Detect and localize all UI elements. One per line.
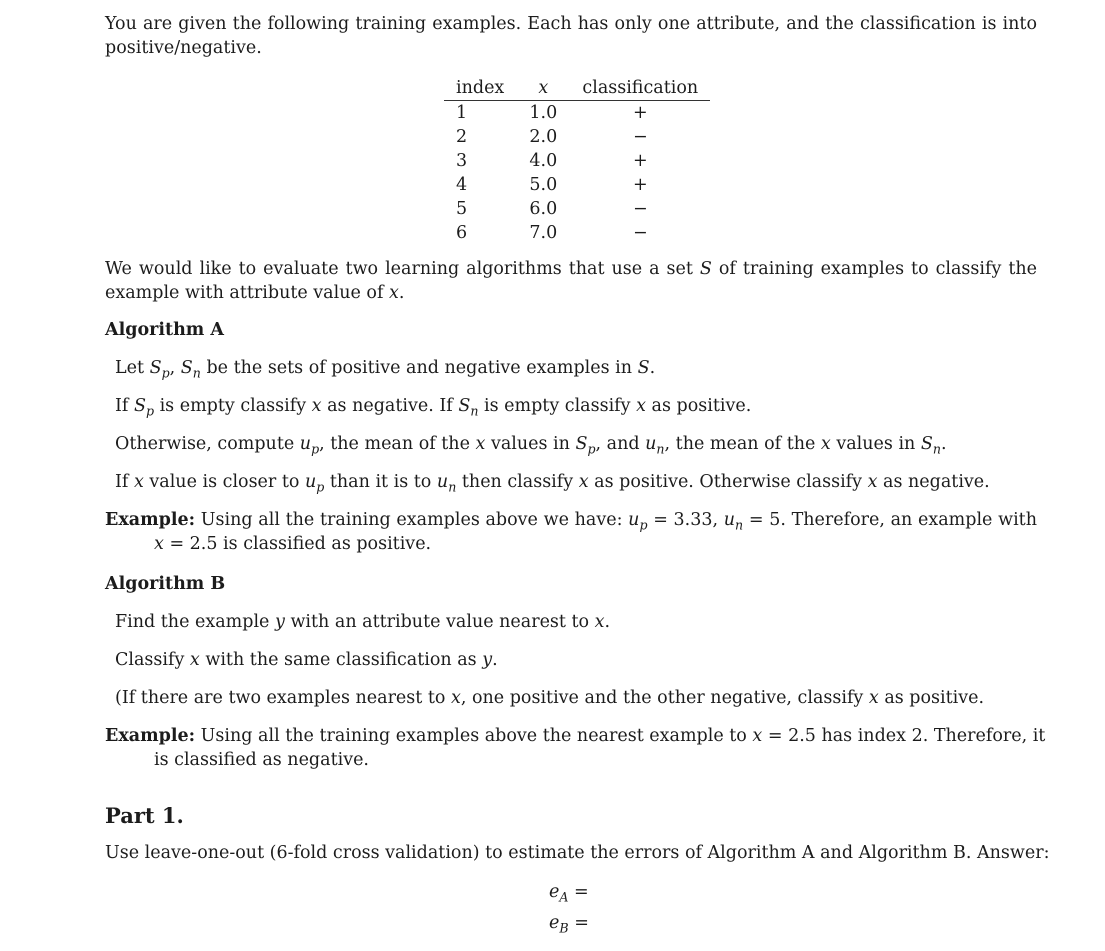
intro-line-1: You are given the following training examples. Each has only one attribute, and the classification is into [105, 14, 1037, 34]
math-S: S [699, 259, 712, 279]
cell-index: 2 [456, 127, 468, 147]
table-row [444, 197, 710, 221]
math: u [304, 472, 317, 492]
text: , the mean of the [319, 434, 476, 454]
table-row [444, 173, 710, 197]
text: . [492, 650, 498, 670]
math: x [867, 472, 878, 492]
math: u [645, 434, 657, 454]
text: as negative. [877, 472, 990, 492]
text: values in [830, 434, 921, 454]
cell-classification: − [632, 199, 648, 219]
cell-index: 4 [456, 175, 468, 195]
math: x [820, 434, 831, 454]
cell-x: 4.0 [529, 151, 558, 171]
table-header-row [444, 77, 710, 101]
algorithm-b-heading: Algorithm B [105, 574, 226, 594]
text: . [649, 358, 656, 378]
math: S [458, 396, 471, 416]
algorithm-a-example-line-2 [154, 534, 431, 554]
subscript: n [192, 365, 201, 381]
text: If [115, 472, 134, 492]
header-classification: classification [570, 77, 710, 101]
math: u [723, 510, 736, 530]
algorithm-b-example-line-2: is classified as negative. [154, 750, 369, 770]
math: e [549, 913, 560, 933]
text: , [169, 358, 181, 378]
subscript: p [316, 479, 325, 495]
text: values in [485, 434, 576, 454]
algorithm-a-line-3 [115, 434, 947, 457]
subscript: p [311, 441, 320, 457]
algorithm-b-line-3 [115, 688, 984, 708]
table-row [444, 221, 710, 245]
text: , the mean of the [664, 434, 821, 454]
subscript: n [656, 441, 665, 457]
subscript: p [145, 403, 155, 419]
algorithm-b-line-2 [115, 650, 498, 670]
cell-classification: − [632, 223, 648, 243]
math: u [299, 434, 312, 454]
algorithm-a-heading: Algorithm A [105, 320, 224, 340]
text: Otherwise, compute [115, 434, 300, 454]
text: . [604, 612, 611, 632]
text: Find the example [115, 612, 275, 632]
text: Using all the training examples above we have: [195, 510, 629, 530]
text: = 2.5 has index 2. Therefore, it [762, 726, 1046, 746]
text: Classify [115, 650, 190, 670]
cell-classification: − [632, 127, 648, 147]
cell-classification: + [632, 103, 648, 123]
text: than it is to [324, 472, 437, 492]
math: x [451, 688, 461, 708]
part1-text: Use leave-one-out (6-fold cross validation) to estimate the errors of Algorithm A and Algorithm B. Answer: [105, 843, 1050, 863]
subscript: p [639, 517, 648, 533]
cell-index: 3 [456, 151, 468, 171]
text: is empty classify [478, 396, 637, 416]
text: be the sets of positive and negative examples in [200, 358, 638, 378]
cell-classification: + [632, 175, 648, 195]
subscript: n [470, 403, 479, 419]
error-b-field [549, 913, 589, 936]
text: with an attribute value nearest to [284, 612, 595, 632]
cell-index: 1 [456, 103, 468, 123]
text: as positive. Otherwise classify [588, 472, 868, 492]
math: x [311, 396, 322, 416]
math: S [575, 434, 588, 454]
text: with the same classification as [199, 650, 483, 670]
math: x [752, 726, 763, 746]
text: = [568, 913, 589, 933]
math: x [475, 434, 486, 454]
math: x [636, 396, 646, 416]
example-label: Example: [105, 510, 196, 530]
text: If [115, 396, 134, 416]
part1-heading: Part 1. [105, 803, 184, 828]
evaluate-text: of training examples to classify the [711, 259, 1037, 279]
algorithm-a-line-4 [115, 472, 990, 495]
text: (If there are two examples nearest to [115, 688, 451, 708]
algorithm-a-line-2 [115, 396, 752, 419]
algorithm-a-line-1 [115, 358, 656, 381]
evaluate-line-1 [105, 259, 1037, 279]
evaluate-text: We would like to evaluate two learning algorithms that use a set [105, 259, 700, 279]
subscript: B [559, 920, 569, 936]
math: S [637, 358, 650, 378]
math: e [549, 882, 560, 902]
text: , and [595, 434, 646, 454]
text: = [568, 882, 589, 902]
error-a-field [549, 882, 589, 905]
cell-classification: + [632, 151, 648, 171]
text: then classify [456, 472, 579, 492]
math: x [594, 612, 605, 632]
text: = 3.33, [647, 510, 724, 530]
text: Let [115, 358, 150, 378]
math: x [868, 688, 879, 708]
math: y [274, 612, 285, 632]
math: S [133, 396, 146, 416]
text: as positive. [878, 688, 985, 708]
cell-index: 5 [456, 199, 468, 219]
cell-x: 7.0 [529, 223, 558, 243]
text: is empty classify [154, 396, 312, 416]
subscript: n [932, 441, 942, 457]
intro-line-2: positive/negative. [105, 38, 262, 58]
algorithm-b-example-line-1 [105, 726, 1046, 746]
cell-x: 6.0 [529, 199, 558, 219]
math: S [149, 358, 162, 378]
cell-index: 6 [456, 223, 468, 243]
header-index: index [444, 77, 516, 101]
text: = 2.5 is classified as positive. [163, 534, 432, 554]
text: = 5. Therefore, an example with [743, 510, 1037, 530]
subscript: n [735, 517, 744, 533]
subscript: n [448, 479, 457, 495]
subscript: p [161, 365, 170, 381]
text: value is closer to [143, 472, 305, 492]
text: . [941, 434, 947, 454]
table-row [444, 101, 710, 126]
example-label: Example: [105, 726, 196, 746]
table-row [444, 149, 710, 173]
math: u [436, 472, 449, 492]
math: S [920, 434, 933, 454]
math: x [189, 650, 200, 670]
math: x [154, 534, 164, 554]
evaluate-text: . [398, 283, 405, 303]
text: as negative. If [321, 396, 459, 416]
training-examples-table [444, 77, 710, 245]
cell-x: 5.0 [529, 175, 558, 195]
header-x: x [516, 77, 570, 101]
subscript: A [559, 889, 569, 905]
cell-x: 2.0 [529, 127, 558, 147]
table-row [444, 125, 710, 149]
text: Using all the training examples above the nearest example to [195, 726, 753, 746]
evaluate-text: example with attribute value of [105, 283, 389, 303]
math: S [180, 358, 193, 378]
algorithm-b-line-1 [115, 612, 610, 632]
cell-x: 1.0 [529, 103, 558, 123]
math: x [578, 472, 589, 492]
math: u [628, 510, 640, 530]
subscript: p [587, 441, 596, 457]
text: as positive. [645, 396, 752, 416]
math: x [133, 472, 144, 492]
text: , one positive and the other negative, classify [460, 688, 869, 708]
evaluate-line-2 [105, 283, 404, 303]
math: y [482, 650, 493, 670]
algorithm-a-example-line-1 [105, 510, 1037, 533]
math-x: x [388, 283, 399, 303]
